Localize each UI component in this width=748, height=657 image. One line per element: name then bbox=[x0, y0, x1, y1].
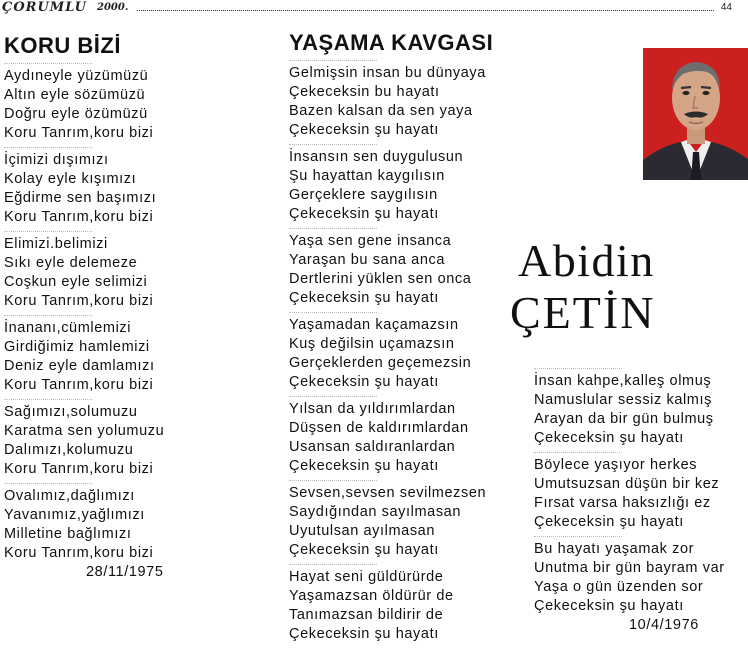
stanza-divider bbox=[289, 312, 377, 313]
stanza bbox=[289, 144, 529, 224]
poem-line: Yavanımız,yağlımızı bbox=[4, 507, 145, 523]
stanza-divider bbox=[4, 231, 92, 232]
poem-line: Milletine bağlımızı bbox=[4, 526, 132, 542]
author-photo bbox=[643, 48, 748, 180]
stanza-divider bbox=[4, 315, 92, 316]
author-name bbox=[510, 236, 740, 340]
stanza bbox=[534, 452, 746, 532]
poem-line: Bazen kalsan da sen yaya bbox=[289, 103, 473, 119]
poem-title: KORU BİZİ bbox=[4, 33, 121, 58]
poem-line: Koru Tanrım,koru bizi bbox=[4, 209, 154, 225]
poem-line: Koru Tanrım,koru bizi bbox=[4, 461, 154, 477]
poem-koru-bizi bbox=[4, 33, 274, 582]
poem-stanzas bbox=[4, 63, 274, 563]
poem-line: Arayan da bir gün bulmuş bbox=[534, 411, 714, 427]
poem-line: Sağımızı,solumuzu bbox=[4, 404, 138, 420]
header-dotted-leader bbox=[137, 10, 714, 11]
poem-line: Eğdirme sen başımızı bbox=[4, 190, 157, 206]
poem-line: İnsansın sen duygulusun bbox=[289, 149, 464, 165]
stanza bbox=[4, 315, 274, 395]
poem-line: Karatma sen yolumuzu bbox=[4, 423, 165, 439]
stanza bbox=[4, 147, 274, 227]
stanza-divider bbox=[289, 144, 377, 145]
poem-line: Çekeceksin şu hayatı bbox=[534, 430, 684, 446]
poem-line: İnsan kahpe,kalleş olmuş bbox=[534, 373, 712, 389]
stanza-divider bbox=[289, 564, 377, 565]
poem-line: Koru Tanrım,koru bizi bbox=[4, 293, 154, 309]
stanza bbox=[4, 231, 274, 311]
poem-line: Usansan saldıranlardan bbox=[289, 439, 456, 455]
poem-line: Yılsan da yıldırımlardan bbox=[289, 401, 456, 417]
poem-line: Gerçeklere saygılısın bbox=[289, 187, 438, 203]
poem-line: Yaşamadan kaçamazsın bbox=[289, 317, 459, 333]
stanza-divider bbox=[289, 480, 377, 481]
stanza bbox=[289, 312, 529, 392]
poem-line: Saydığından sayılmasan bbox=[289, 504, 461, 520]
poem-line: Gerçeklerden geçemezsin bbox=[289, 355, 472, 371]
poem-line: İnananı,cümlemizi bbox=[4, 320, 132, 336]
poem-line: Bu hayatı yaşamak zor bbox=[534, 541, 695, 557]
stanza-divider bbox=[4, 63, 92, 64]
stanza bbox=[534, 368, 746, 448]
poem-title: YAŞAMA KAVGASI bbox=[289, 30, 494, 55]
stanza bbox=[289, 564, 529, 644]
stanza-divider bbox=[289, 60, 377, 61]
poem-line: Umutsuzsan düşün bir kez bbox=[534, 476, 720, 492]
stanza-divider bbox=[289, 396, 377, 397]
poem-line: Çekeceksin şu hayatı bbox=[289, 458, 439, 474]
poem-line: Çekeceksin şu hayatı bbox=[289, 122, 439, 138]
poem-line: Ovalımız,dağlımızı bbox=[4, 488, 135, 504]
poem-line: Uyutulsan ayılmasan bbox=[289, 523, 435, 539]
stanza bbox=[4, 63, 274, 143]
stanza bbox=[289, 480, 529, 560]
poem-stanzas bbox=[534, 368, 746, 616]
poem-line: Çekeceksin şu hayatı bbox=[534, 514, 684, 530]
poem-line: Girdiğimiz hamlemizi bbox=[4, 339, 150, 355]
poem-line: Elimizi.belimizi bbox=[4, 236, 108, 252]
poem-line: Dalımızı,kolumuzu bbox=[4, 442, 134, 458]
magazine-year: 2000. bbox=[97, 2, 129, 13]
stanza bbox=[289, 60, 529, 140]
poem-line: Dertlerini yüklen sen onca bbox=[289, 271, 472, 287]
poem-line: Çekeceksin şu hayatı bbox=[289, 626, 439, 642]
poem-line: Namuslular sessiz kalmış bbox=[534, 392, 712, 408]
poem-line: Coşkun eyle selimizi bbox=[4, 274, 148, 290]
poem-line: Koru Tanrım,koru bizi bbox=[4, 545, 154, 561]
poem-line: Böylece yaşıyor herkes bbox=[534, 457, 698, 473]
poem-line: Sevsen,sevsen sevilmezsen bbox=[289, 485, 487, 501]
poem-line: Kuş değilsin uçamazsın bbox=[289, 336, 455, 352]
author-first-name: Abidin bbox=[518, 235, 655, 286]
poem-yasama-kavgasi-continued bbox=[534, 364, 746, 635]
poem-line: Yaraşan bu sana anca bbox=[289, 252, 446, 268]
poem-line: İçimizi dışımızı bbox=[4, 152, 109, 168]
poem-line: Sıkı eyle delemeze bbox=[4, 255, 138, 271]
poem-line: Altın eyle sözümüzü bbox=[4, 87, 146, 103]
poem-line: Çekeceksin şu hayatı bbox=[534, 598, 684, 614]
stanza-divider bbox=[4, 483, 92, 484]
poem-line: Unutma bir gün bayram var bbox=[534, 560, 725, 576]
stanza-divider bbox=[4, 399, 92, 400]
poem-date: 10/4/1976 bbox=[629, 617, 699, 633]
stanza bbox=[534, 536, 746, 616]
page-header bbox=[2, 0, 746, 16]
stanza-divider bbox=[534, 536, 622, 537]
poem-line: Çekeceksin şu hayatı bbox=[289, 542, 439, 558]
poem-line: Doğru eyle özümüzü bbox=[4, 106, 148, 122]
stanza-divider bbox=[534, 368, 622, 369]
poem-yasama-kavgasi bbox=[289, 30, 529, 644]
stanza-divider bbox=[4, 147, 92, 148]
author-portrait-image bbox=[643, 48, 748, 180]
poem-line: Hayat seni güldürürde bbox=[289, 569, 444, 585]
stanza bbox=[289, 228, 529, 308]
author-last-name: ÇETİN bbox=[510, 287, 656, 338]
stanza-divider bbox=[289, 228, 377, 229]
stanza bbox=[4, 483, 274, 563]
poem-line: Fırsat varsa haksızlığı ez bbox=[534, 495, 711, 511]
poem-line: Kolay eyle kışımızı bbox=[4, 171, 137, 187]
poem-line: Çekeceksin şu hayatı bbox=[289, 206, 439, 222]
poem-line: Aydıneyle yüzümüzü bbox=[4, 68, 149, 84]
poem-line: Yaşa sen gene insanca bbox=[289, 233, 452, 249]
stanza bbox=[4, 399, 274, 479]
magazine-brand: ÇORUMLU bbox=[2, 0, 87, 15]
poem-line: Tanımazsan bildirir de bbox=[289, 607, 444, 623]
poem-line: Gelmişsin insan bu dünyaya bbox=[289, 65, 486, 81]
poem-line: Deniz eyle damlamızı bbox=[4, 358, 155, 374]
poem-date: 28/11/1975 bbox=[86, 564, 164, 580]
poem-line: Şu hayattan kaygılısın bbox=[289, 168, 445, 184]
poem-line: Koru Tanrım,koru bizi bbox=[4, 125, 154, 141]
poem-line: Yaşa o gün üzenden sor bbox=[534, 579, 704, 595]
poem-line: Düşsen de kaldırımlardan bbox=[289, 420, 469, 436]
poem-line: Çekeceksin şu hayatı bbox=[289, 374, 439, 390]
stanza bbox=[289, 396, 529, 476]
poem-line: Çekeceksin bu hayatı bbox=[289, 84, 440, 100]
stanza-divider bbox=[534, 452, 622, 453]
poem-line: Yaşamazsan öldürür de bbox=[289, 588, 454, 604]
poem-stanzas bbox=[289, 60, 529, 644]
poem-line: Koru Tanrım,koru bizi bbox=[4, 377, 154, 393]
page-number: 44 bbox=[720, 2, 732, 13]
poem-line: Çekeceksin şu hayatı bbox=[289, 290, 439, 306]
